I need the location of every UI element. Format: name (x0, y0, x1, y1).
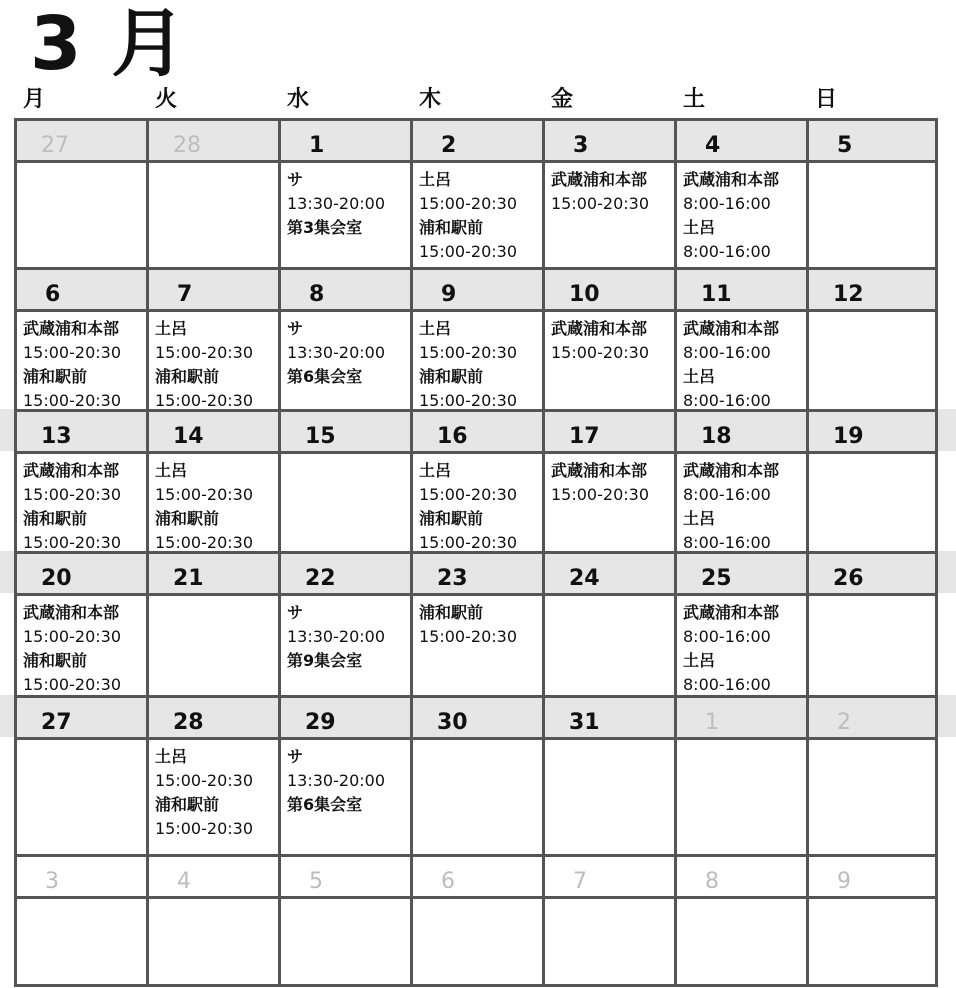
event-time: 15:00-20:30 (419, 343, 517, 362)
event-item[interactable] (155, 459, 253, 507)
event-time: 8:00-16:00 (683, 343, 771, 362)
day-number: 28 (173, 710, 204, 735)
day-number: 4 (177, 869, 191, 894)
event-time: 15:00-20:30 (23, 391, 121, 410)
day-number: 14 (173, 424, 204, 449)
event-location: 武蔵浦和本部 (23, 319, 120, 338)
event-room: 第9集会室 (287, 651, 363, 670)
day-number: 8 (309, 282, 325, 307)
event-item[interactable] (155, 793, 253, 841)
event-location: 武蔵浦和本部 (683, 603, 780, 622)
event-location: 武蔵浦和本部 (551, 170, 648, 189)
event-time: 8:00-16:00 (683, 194, 771, 213)
event-time: 15:00-20:30 (551, 194, 649, 213)
event-list (155, 745, 253, 841)
event-time: 15:00-20:30 (23, 627, 121, 646)
event-location: 浦和駅前 (23, 509, 88, 528)
event-time: 15:00-20:30 (419, 627, 517, 646)
event-time: 15:00-20:30 (419, 242, 517, 261)
event-time: 13:30-20:00 (287, 194, 385, 213)
event-location: サ (287, 170, 304, 189)
event-list (551, 317, 649, 365)
weekday-label: 日 (815, 87, 838, 112)
event-location: 土呂 (683, 509, 716, 528)
event-time: 15:00-20:30 (23, 343, 121, 362)
day-number: 4 (705, 133, 721, 158)
event-time: 15:00-20:30 (551, 343, 649, 362)
event-list (23, 317, 121, 413)
day-cell[interactable] (545, 698, 674, 854)
day-number: 5 (309, 869, 323, 894)
day-cell[interactable] (809, 270, 938, 409)
day-number: 24 (569, 566, 600, 591)
event-time: 15:00-20:30 (155, 533, 253, 552)
event-location: 土呂 (155, 461, 188, 480)
event-list (551, 459, 649, 507)
event-list (683, 168, 779, 264)
event-location: 武蔵浦和本部 (683, 461, 780, 480)
day-cell[interactable] (413, 857, 542, 984)
day-number: 22 (305, 566, 336, 591)
event-location: 土呂 (683, 651, 716, 670)
event-location: 武蔵浦和本部 (551, 461, 648, 480)
day-number: 18 (701, 424, 732, 449)
event-location: サ (287, 747, 304, 766)
weekday-label: 火 (155, 87, 178, 112)
event-room: 第6集会室 (287, 367, 363, 386)
event-list (419, 459, 517, 555)
day-number: 26 (833, 566, 864, 591)
day-number: 2 (441, 133, 457, 158)
event-time: 8:00-16:00 (683, 675, 771, 694)
event-list (419, 317, 517, 413)
month-title: 3 月 (30, 1, 188, 87)
event-list (23, 459, 121, 555)
event-list (155, 317, 253, 413)
event-item[interactable] (683, 507, 779, 555)
event-list (683, 317, 779, 413)
event-item[interactable] (23, 459, 121, 507)
event-item[interactable] (23, 365, 121, 413)
weekday-label: 月 (23, 87, 46, 112)
day-number: 19 (833, 424, 864, 449)
day-cell[interactable] (809, 857, 938, 984)
event-time: 13:30-20:00 (287, 627, 385, 646)
day-number: 12 (833, 282, 864, 307)
day-number: 16 (437, 424, 468, 449)
event-location: 土呂 (683, 218, 716, 237)
event-item[interactable] (419, 459, 517, 507)
day-number: 13 (41, 424, 72, 449)
event-item[interactable] (155, 745, 253, 793)
weekday-label: 土 (683, 87, 706, 112)
day-cell[interactable] (545, 554, 674, 695)
event-item[interactable] (287, 317, 385, 389)
event-item[interactable] (683, 601, 779, 649)
event-item[interactable] (683, 168, 779, 216)
event-item[interactable] (419, 216, 517, 264)
event-location: 土呂 (419, 461, 452, 480)
day-number: 8 (705, 869, 719, 894)
day-number: 9 (441, 282, 457, 307)
day-cell[interactable] (281, 412, 410, 551)
day-number: 25 (701, 566, 732, 591)
event-item[interactable] (683, 365, 779, 413)
event-room: 第3集会室 (287, 218, 363, 237)
event-location: 浦和駅前 (419, 603, 484, 622)
day-number: 9 (837, 869, 851, 894)
day-cell[interactable] (281, 857, 410, 984)
event-time: 8:00-16:00 (683, 242, 771, 261)
day-number: 5 (837, 133, 853, 158)
day-cell[interactable] (17, 121, 146, 267)
event-item[interactable] (155, 365, 253, 413)
event-location: サ (287, 319, 304, 338)
event-list (683, 601, 779, 697)
event-time: 8:00-16:00 (683, 485, 771, 504)
event-item[interactable] (419, 168, 517, 216)
day-cell[interactable] (17, 857, 146, 984)
day-number: 30 (437, 710, 468, 735)
event-time: 8:00-16:00 (683, 627, 771, 646)
event-room: 第6集会室 (287, 795, 363, 814)
event-item[interactable] (419, 317, 517, 365)
event-list (287, 745, 385, 817)
day-cell[interactable] (677, 698, 806, 854)
event-time: 15:00-20:30 (155, 819, 253, 838)
event-item[interactable] (683, 216, 779, 264)
day-number: 17 (569, 424, 600, 449)
day-number: 6 (441, 869, 455, 894)
event-item[interactable] (287, 168, 385, 240)
day-number: 7 (177, 282, 193, 307)
event-item[interactable] (23, 601, 121, 649)
event-time: 15:00-20:30 (23, 533, 121, 552)
day-cell[interactable] (149, 121, 278, 267)
event-location: 土呂 (419, 170, 452, 189)
event-time: 8:00-16:00 (683, 533, 771, 552)
weekday-label: 金 (551, 87, 574, 112)
day-number: 27 (41, 133, 69, 158)
event-location: 浦和駅前 (155, 795, 220, 814)
day-cell[interactable] (413, 698, 542, 854)
event-time: 15:00-20:30 (419, 533, 517, 552)
day-number: 21 (173, 566, 204, 591)
event-list (287, 601, 385, 673)
day-cell[interactable] (677, 857, 806, 984)
day-cell[interactable] (17, 698, 146, 854)
event-time: 15:00-20:30 (23, 675, 121, 694)
day-cell[interactable] (809, 412, 938, 551)
event-location: 土呂 (155, 319, 188, 338)
weekday-label: 木 (419, 87, 442, 112)
day-number: 28 (173, 133, 201, 158)
event-item[interactable] (551, 459, 649, 507)
event-location: 土呂 (419, 319, 452, 338)
day-number: 11 (701, 282, 732, 307)
event-time: 15:00-20:30 (155, 343, 253, 362)
day-number: 2 (837, 710, 851, 735)
day-number: 23 (437, 566, 468, 591)
event-location: 浦和駅前 (419, 509, 484, 528)
event-item[interactable] (683, 317, 779, 365)
event-list (551, 168, 649, 216)
event-item[interactable] (419, 365, 517, 413)
event-item[interactable] (287, 601, 385, 673)
event-item[interactable] (551, 317, 649, 365)
event-location: 浦和駅前 (155, 509, 220, 528)
event-list (683, 459, 779, 555)
event-location: 土呂 (683, 367, 716, 386)
event-item[interactable] (551, 168, 649, 216)
event-list (23, 601, 121, 697)
event-item[interactable] (683, 459, 779, 507)
event-item[interactable] (419, 601, 517, 649)
event-location: 浦和駅前 (419, 218, 484, 237)
day-cell[interactable] (809, 554, 938, 695)
event-item[interactable] (419, 507, 517, 555)
event-list (287, 168, 385, 240)
day-number: 1 (309, 133, 325, 158)
day-cell[interactable] (545, 857, 674, 984)
event-location: 武蔵浦和本部 (551, 319, 648, 338)
event-item[interactable] (23, 507, 121, 555)
event-location: 武蔵浦和本部 (683, 170, 780, 189)
event-time: 15:00-20:30 (23, 485, 121, 504)
weekday-label: 水 (287, 87, 310, 112)
event-list (155, 459, 253, 555)
event-item[interactable] (683, 649, 779, 697)
day-number: 1 (705, 710, 719, 735)
event-time: 15:00-20:30 (419, 485, 517, 504)
event-item[interactable] (155, 507, 253, 555)
event-location: サ (287, 603, 304, 622)
event-list (287, 317, 385, 389)
event-time: 15:00-20:30 (551, 485, 649, 504)
event-location: 浦和駅前 (419, 367, 484, 386)
day-number: 3 (45, 869, 59, 894)
day-number: 29 (305, 710, 336, 735)
event-location: 浦和駅前 (155, 367, 220, 386)
event-item[interactable] (287, 745, 385, 817)
day-number: 3 (573, 133, 589, 158)
event-time: 13:30-20:00 (287, 771, 385, 790)
day-cell[interactable] (149, 554, 278, 695)
day-cell[interactable] (809, 698, 938, 854)
day-number: 15 (305, 424, 336, 449)
event-time: 15:00-20:30 (155, 391, 253, 410)
day-cell[interactable] (149, 857, 278, 984)
event-item[interactable] (23, 317, 121, 365)
day-cell[interactable] (809, 121, 938, 267)
event-time: 15:00-20:30 (419, 391, 517, 410)
event-location: 武蔵浦和本部 (23, 603, 120, 622)
event-time: 13:30-20:00 (287, 343, 385, 362)
day-number: 27 (41, 710, 72, 735)
event-location: 土呂 (155, 747, 188, 766)
day-number: 6 (45, 282, 61, 307)
event-item[interactable] (155, 317, 253, 365)
event-location: 浦和駅前 (23, 367, 88, 386)
event-time: 15:00-20:30 (155, 771, 253, 790)
day-number: 7 (573, 869, 587, 894)
event-time: 15:00-20:30 (155, 485, 253, 504)
event-list (419, 168, 517, 264)
day-number: 20 (41, 566, 72, 591)
event-list (419, 601, 517, 649)
event-location: 武蔵浦和本部 (683, 319, 780, 338)
day-number: 10 (569, 282, 600, 307)
event-location: 武蔵浦和本部 (23, 461, 120, 480)
event-time: 8:00-16:00 (683, 391, 771, 410)
day-number: 31 (569, 710, 600, 735)
event-location: 浦和駅前 (23, 651, 88, 670)
event-time: 15:00-20:30 (419, 194, 517, 213)
event-item[interactable] (23, 649, 121, 697)
